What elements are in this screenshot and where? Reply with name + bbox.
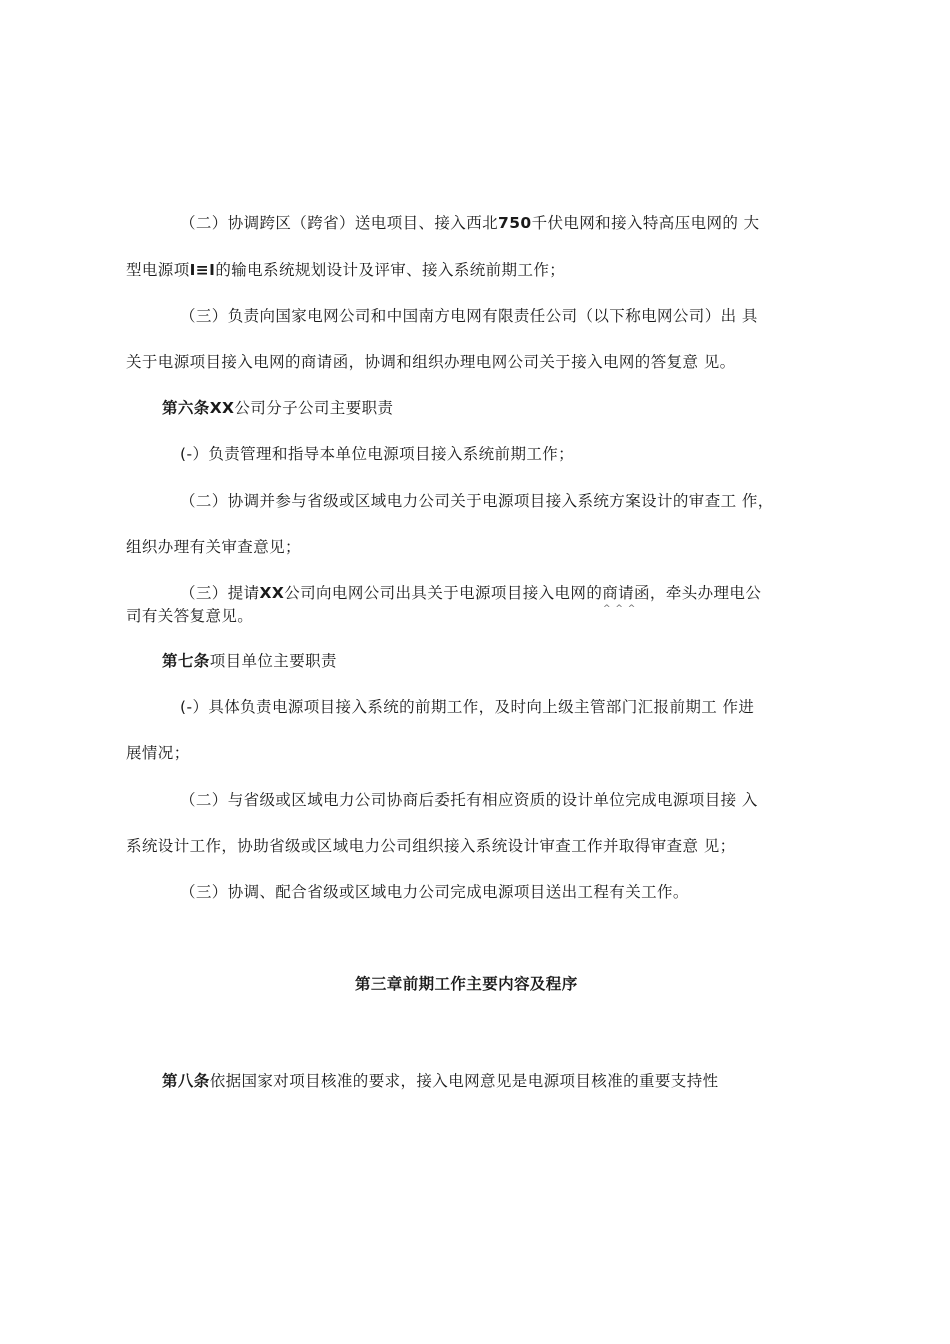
- text: 型电源项: [126, 261, 190, 279]
- text: （三）负责向国家电网公司和中国南方电网有限责任公司（以下称电网公司）出 具: [180, 307, 758, 325]
- number-750: 750: [498, 214, 532, 232]
- article-6-item-2-line-1: [180, 490, 774, 512]
- text: （三）协调、配合省级或区域电力公司完成电源项目送出工程有关工作。: [180, 883, 689, 901]
- text: (-）具体负责电源项目接入系统的前期工作，及时向上级主管部门汇报前期工 作进: [180, 698, 755, 716]
- article-6-heading: [162, 397, 393, 419]
- article-label: 第六条: [162, 399, 210, 417]
- text: (-）负责管理和指导本单位电源项目接入系统前期工作；: [180, 445, 575, 463]
- text: 项目单位主要职责: [209, 652, 337, 670]
- text: 展情况；: [126, 744, 190, 762]
- para-2-line-2: [126, 259, 565, 281]
- text: （二）协调跨区（跨省）送电项目、接入西北: [180, 214, 499, 232]
- article-7-heading: [162, 650, 337, 672]
- article-7-item-3: [180, 881, 689, 903]
- text: （二）协调并参与省级或区域电力公司关于电源项目接入系统方案设计的审查工 作，: [180, 492, 774, 510]
- text: 依据国家对项目核准的要求，接入电网意见是电源项目核准的重要支持性: [209, 1072, 719, 1090]
- article-8-line-1: [162, 1070, 719, 1092]
- text: 千伏电网和接入特高压电网的 大: [531, 214, 760, 232]
- article-6-item-3-line-1: [180, 582, 761, 604]
- text: （三）提请: [180, 584, 260, 602]
- text: 的输电系统规划设计及评审、接入系统前期工作；: [215, 261, 566, 279]
- chapter-3-title: 第三章前期工作主要内容及程序: [355, 975, 578, 993]
- glyph-artifact: I≡I: [189, 261, 216, 279]
- article-6-item-1: [180, 443, 574, 465]
- text: 系统设计工作，协助省级或区域电力公司组织接入系统设计审查工作并取得审查意 见；: [126, 837, 736, 855]
- text: （二）与省级或区域电力公司协商后委托有相应资质的设计单位完成电源项目接 入: [180, 791, 758, 809]
- para-2-line-1: [180, 212, 760, 234]
- article-7-item-1-line-1: [180, 696, 754, 718]
- para-3-line-1: [180, 305, 758, 327]
- company-placeholder: XX: [259, 584, 285, 602]
- text: 公司分子公司主要职责: [234, 399, 394, 417]
- company-placeholder: XX: [209, 399, 235, 417]
- article-6-item-3-line-2: [126, 605, 253, 627]
- article-7-item-2-line-1: [180, 789, 758, 811]
- text: 司有关答复意见。: [126, 607, 254, 625]
- text: 组织办理有关审查意见；: [126, 538, 301, 556]
- article-label: 第八条: [162, 1072, 210, 1090]
- article-6-item-2-line-2: [126, 536, 301, 558]
- text: 关于电源项目接入电网的商请函，协调和组织办理电网公司关于接入电网的答复意 见。: [126, 353, 736, 371]
- article-label: 第七条: [162, 652, 210, 670]
- text: 公司向电网公司出具关于电源项目接入电网的商请函，牵头办理电公: [284, 584, 762, 602]
- scan-artifact: ^ ^ ^: [603, 604, 637, 614]
- article-7-item-2-line-2: [126, 835, 736, 857]
- article-7-item-1-line-2: [126, 742, 190, 764]
- para-3-line-2: [126, 351, 736, 373]
